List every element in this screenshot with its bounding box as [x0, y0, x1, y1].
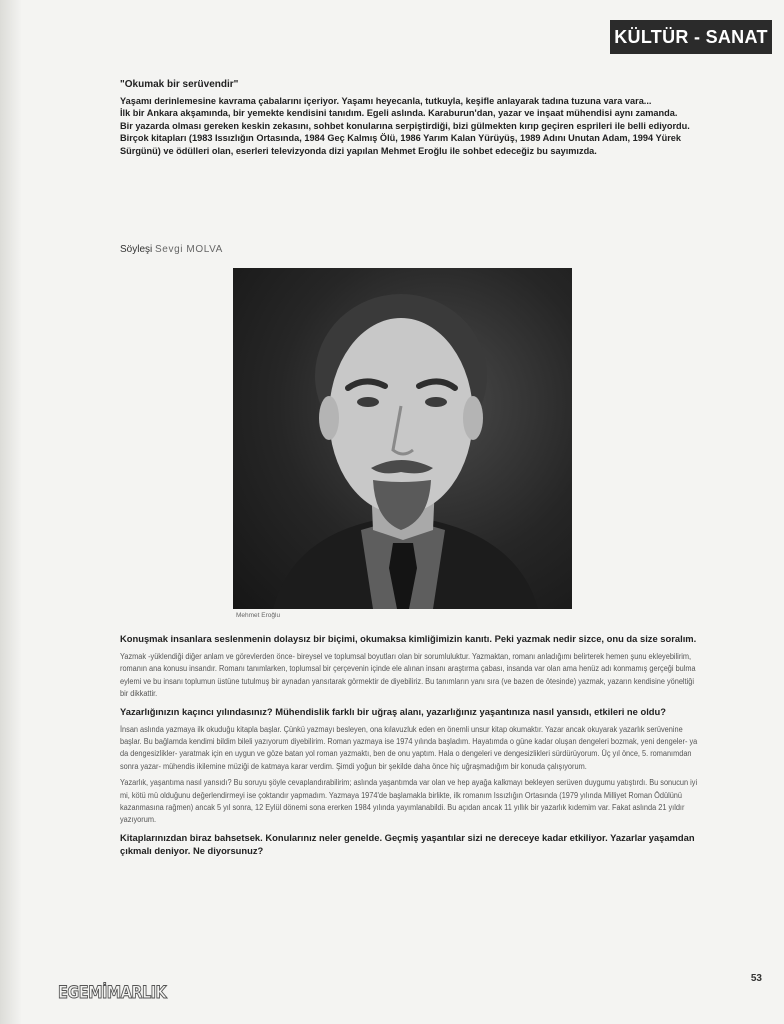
portrait-illustration — [233, 268, 572, 609]
interview-question: Yazarlığınızın kaçıncı yılındasınız? Mühendislik farklı bir uğraş alanı, yazarlığınız yaşantınıza nasıl yansıdı, etkileri ne oldu? — [120, 705, 666, 717]
byline — [120, 244, 223, 255]
intro-paragraph: Birçok kitapları (1983 Issızlığın Ortasında, 1984 Geç Kalmış Ölü, 1986 Yarım Kalan Yürüyüş, 1989 Adını Unutan Adam, 1994 Yürek Sürgünü) ve ödülleri olan, eserleri televizyonda dizi yapılan Mehmet Eroğlu ile sohbet edeceğiz bu sayımızda. — [120, 133, 682, 156]
intro-quote: "Okumak bir serüvendir" — [120, 79, 239, 90]
intro-paragraph: Bir yazarda olması gereken keskin zekasını, sohbet konularına serpiştirdiği, bizi gülmekten kırıp geçiren esprileri ile belli ediyordu. — [120, 120, 690, 131]
interview-question: Konuşmak insanlara seslenmenin dolaysız bir biçimi, okumaksa kimliğimizin kanıtı. Peki yazmak nedir sizce, onu da size soralım. — [120, 633, 697, 644]
intro-paragraph: İlk bir Ankara akşamında, bir yemekte kendisini tanıdım. Egeli aslında. Karaburun'dan, yazar ve inşaat mühendisi aynı zamanda. — [120, 108, 678, 119]
section-tag: KÜLTÜR - SANAT — [610, 20, 772, 54]
interview-answer: Yazmak -yüklendiği diğer anlam ve görevlerden önce- bireysel ve toplumsal boyutları olan bir sorumluluktur. Yazmaktan, romanı anladığımı belirterek hemen şunu ekleyebilirim, romanın ana konusu insandır. Romanı tanımlarken, toplumsal bir çerçevenin içinde ele alınan insanı araştırma çabası, insanda var olan ama henüz adı konmamış gerçeği bulma eylemi ve bu insanı toplumun üstüne tutulmuş bir aynadan yansıtarak görmektir de diyebiliriz. Bu tanımların yanı sıra (ve bazen de ötesinde) yazmak, yazarın kendisine yöneltiği bir dikkattir. — [120, 652, 696, 699]
byline-author: Sevgi MOLVA — [155, 244, 223, 255]
page-number: 53 — [750, 973, 762, 984]
interview-answer: İnsan aslında yazmaya ilk okuduğu kitapla başlar. Çünkü yazmayı besleyen, ona kılavuzluk eden en önemli unsur kitap okumaktır. Yazar ancak okuyarak yazarlık serüvenine başlar. Bu bağlamda kendimi bildim bileli yazıyorum diyebilirim. Roman yazmaya ise 1974 yılında başladım. Hayatımda o güne kadar oluşan dengeleri bozmak, yeni dengeler- ya da dengesizlikler- yaratmak için en uygun ve göze batan yol roman yazmaktı, ben de onu yaptım. Hala o dengeleri ve dengesizlikleri sürdürüyorum. Üç yıl önce, 5. romanımdan sonra yazar- mühendis ikilemine müziği de katmaya karar verdim. Şimdi yoğun bir şekilde daha önce hiç uğraşmadığım bir konuda çalışıyorum. — [120, 724, 698, 771]
intro-block — [120, 79, 700, 158]
page-edge — [0, 0, 22, 1024]
portrait-photo — [233, 268, 572, 609]
interview-answer: Yazarlık, yaşantıma nasıl yansıdı? Bu soruyu şöyle cevaplandırabilirim; aslında yaşantımda var olan ve hep ayağa kalkmayı bekleyen serüven duygumu yatıştırdı. Bu sonucun iyi mi, kötü mü olduğunu değerlendirmeyi ise çoktandır yapmadım. Yazmaya 1974'de başlamakla birlikte, ilk romanım Issızlığın Ortasında (1979 yılında Milliyet Roman Ödülünü kazanmasına rağmen) ancak 5 yıl sonra, 12 Eylül dönemi sona ererken 1984 yılında yayımlanabildi. Bu açıdan ancak 11 yıllık bir yazarlık kıdemim var. Fakat aslında 21 yıldır yazıyorum. — [120, 778, 698, 825]
byline-label: Söyleşi — [120, 244, 153, 255]
magazine-logo: EGEMİMARLIK — [58, 983, 167, 1003]
interview-question: Kitaplarınızdan biraz bahsetsek. Konularınız neler genelde. Geçmiş yaşantılar sizi ne dereceye kadar etkiliyor. Yazarlar yaşamdan çıkmalı deniyor. Ne diyorsunuz? — [120, 831, 695, 856]
intro-paragraph: Yaşamı derinlemesine kavrama çabalarını içeriyor. Yaşamı heyecanla, tutkuyla, keşifle anlayarak tadına tuzuna vara vara... — [120, 95, 652, 106]
photo-caption: Mehmet Eroğlu — [236, 612, 281, 619]
article-body — [120, 632, 698, 863]
